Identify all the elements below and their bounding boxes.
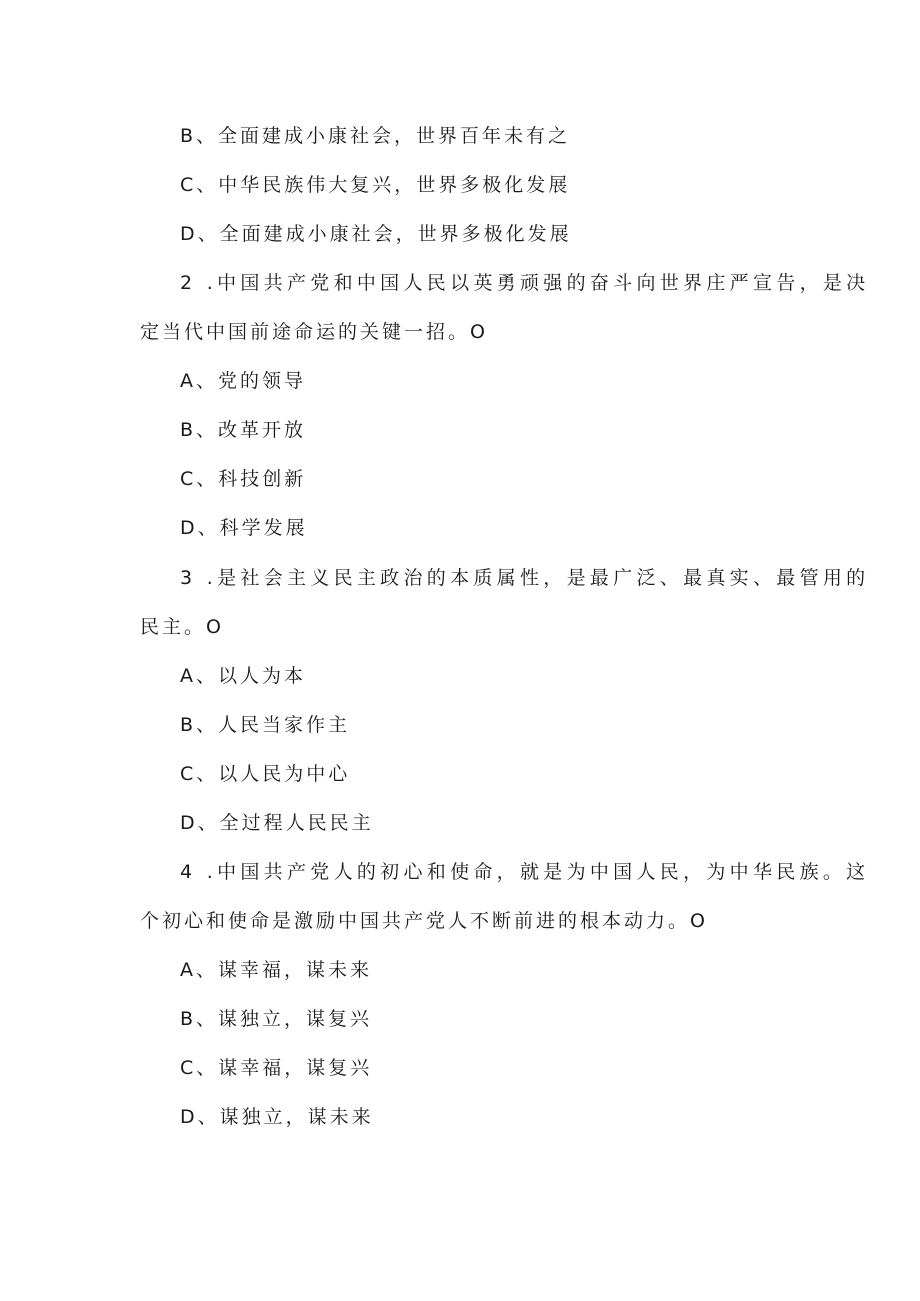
- q4-option-a: A、谋幸福，谋未来: [180, 959, 372, 981]
- q2-option-d: D、科学发展: [180, 517, 308, 539]
- q2-option-b: B、改革开放: [180, 419, 307, 441]
- q2-stem-line1: 2 .中国共产党和中国人民以英勇顽强的奋斗向世界庄严宣告，是决: [180, 272, 870, 294]
- q4-stem-line2: 个初心和使命是激励中国共产党人不断前进的根本动力。O: [140, 910, 708, 932]
- q4-option-b: B、谋独立，谋复兴: [180, 1008, 373, 1030]
- q2-stem-line2: 定当代中国前途命运的关键一招。O: [140, 321, 488, 343]
- q3-option-c: C、以人民为中心: [180, 763, 351, 785]
- q3-option-a: A、以人为本: [180, 665, 306, 687]
- q3-stem-line2: 民主。O: [140, 616, 224, 638]
- q2-option-a: A、党的领导: [180, 370, 306, 392]
- q4-option-c: C、谋幸福，谋复兴: [180, 1057, 373, 1079]
- q3-option-b: B、人民当家作主: [180, 714, 351, 736]
- q1-option-d: D、全面建成小康社会，世界多极化发展: [180, 223, 572, 245]
- q4-stem-line1: 4 .中国共产党人的初心和使命，就是为中国人民，为中华民族。这: [180, 861, 870, 883]
- q4-option-d: D、谋独立，谋未来: [180, 1106, 374, 1128]
- q2-option-c: C、科技创新: [180, 468, 307, 490]
- q1-option-c: C、中华民族伟大复兴，世界多极化发展: [180, 174, 571, 196]
- q1-option-b: B、全面建成小康社会，世界百年未有之: [180, 125, 571, 147]
- q3-stem-line1: 3 .是社会主义民主政治的本质属性，是最广泛、最真实、最管用的: [180, 567, 870, 589]
- q3-option-d: D、全过程人民民主: [180, 812, 374, 834]
